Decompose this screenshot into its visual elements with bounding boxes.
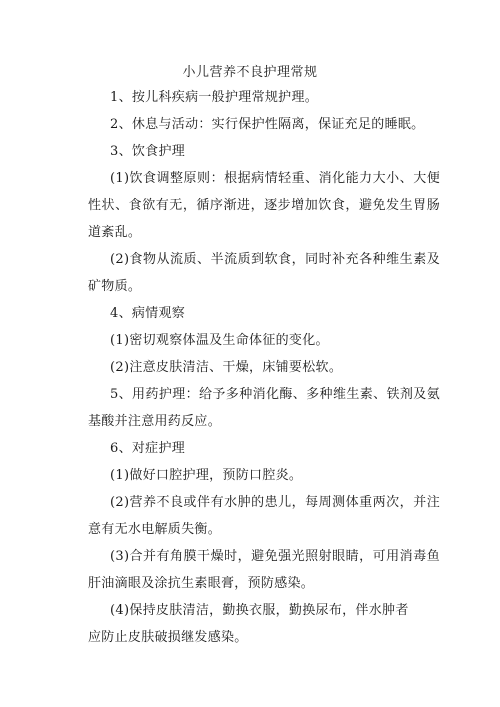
- paragraph-2: 2、休息与活动：实行保护性隔离，保证充足的睡眠。: [110, 117, 425, 132]
- paragraph-6-4-continued: 应防止皮肤破损继发感染。: [88, 630, 248, 645]
- paragraph-1: 1、按儿科疾病一般护理常规护理。: [110, 90, 319, 105]
- paragraph-6-3: (3)合并有角膜干燥时，避免强光照射眼睛，可用消毒鱼肝油滴眼及涂抗生素眼膏，预防感染。: [88, 549, 440, 591]
- paragraph-4: 4、病情观察: [110, 306, 186, 321]
- paragraph-6-4: (4)保持皮肤清洁，勤换衣服，勤换尿布，伴水肿者: [110, 603, 409, 618]
- paragraph-4-1: (1)密切观察体温及生命体征的变化。: [110, 333, 329, 348]
- paragraph-4-2: (2)注意皮肤清洁、干燥，床铺要松软。: [110, 360, 343, 375]
- paragraph-6-1: (1)做好口腔护理，预防口腔炎。: [110, 468, 303, 483]
- paragraph-3-2: (2)食物从流质、半流质到软食，同时补充各种维生素及矿物质。: [88, 252, 440, 294]
- document-body: [88, 84, 440, 651]
- paragraph-5: 5、用药护理：给予多种消化酶、多种维生素、铁剂及氨基酸并注意用药反应。: [88, 387, 440, 429]
- paragraph-6-2: (2)营养不良或伴有水肿的患儿，每周测体重两次，并注意有无水电解质失衡。: [88, 495, 440, 537]
- paragraph-6: 6、对症护理: [110, 441, 186, 456]
- paragraph-3: 3、饮食护理: [110, 144, 186, 159]
- document-title: 小儿营养不良护理常规: [182, 65, 318, 80]
- paragraph-3-1: (1)饮食调整原则：根据病情轻重、消化能力大小、大便性状、食欲有无，循序渐进，逐步增加饮食，避免发生胃肠道紊乱。: [88, 171, 440, 240]
